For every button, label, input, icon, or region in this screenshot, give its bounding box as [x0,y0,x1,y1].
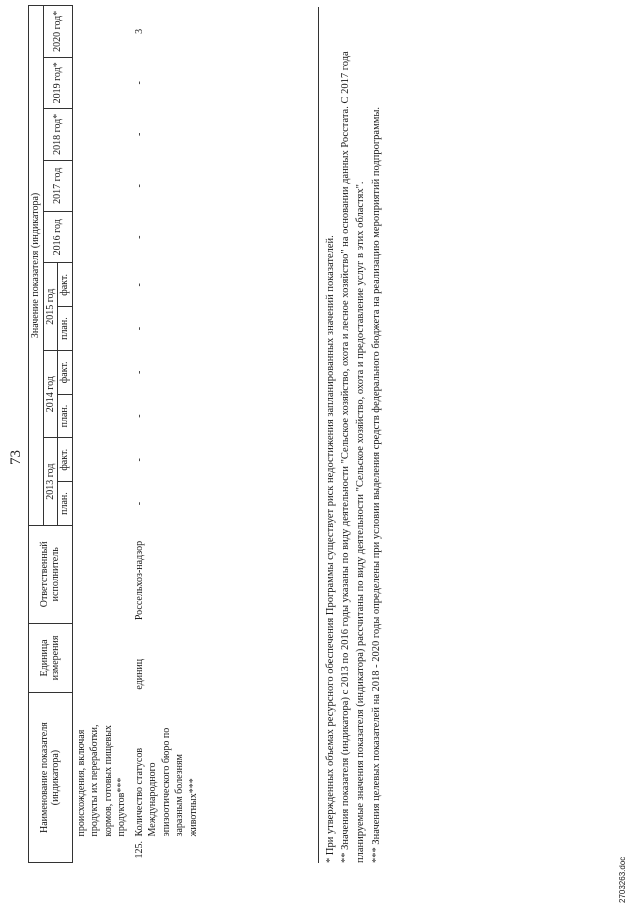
document-id: 2703263.doc [618,856,627,903]
header-plan-2014: план. [58,394,73,438]
table-row-125 [131,6,203,863]
footnote-1: * При утвержденных объемах ресурсного обеспечения Программы существует риск недостижения запланированных значений показателей. [325,235,336,863]
header-fact-2014: факт. [58,350,73,394]
row125-number: 125. [133,841,145,859]
row125-2013-plan: - [133,501,145,506]
row125-2014-plan: - [133,414,145,418]
row125-unit: единиц [133,658,145,690]
row125-2014-fact: - [133,370,145,374]
continuation-name: происхождения, включая продукты их переработки, кормов, готовых пищевых продуктов*** [75,724,127,837]
header-executor: Ответственный исполнитель [29,525,73,623]
row125-2019: - [133,81,145,85]
footnote-3: *** Значения целевых показателей на 2018 - 2020 годы определены при условии выделения средств федерального бюджета на реализацию мероприятий подпрограммы. [370,106,382,863]
indicator-table [28,5,202,863]
row125-2016: - [133,235,145,239]
page-number: 73 [8,450,24,465]
footnotes [318,7,384,863]
footnote-2: ** Значения показателя (индикатора) с 2013 по 2016 годы указаны по виду деятельности "Сельское хозяйство, охота и лесное хозяйство" на основании данных Росстата. С 2017 года планируемые значения показателя (индикатора) рассчитаны по виду деятельности "Сельское хозяйство, охота и предоставление услуг в этих областях". [340,51,367,863]
header-name: Наименование показателя (индикатора) [29,693,73,863]
header-fact-2015: факт. [58,263,73,307]
header-value-group: Значение показателя (индикатора) [29,6,44,526]
header-year-2019: 2019 год* [43,57,72,108]
header-plan-2013: план. [58,482,73,526]
row125-2018: - [133,132,145,136]
header-plan-2015: план. [58,307,73,351]
header-year-2020: 2020 год* [43,6,72,58]
header-unit: Единица измерения [29,623,73,692]
row125-2013-fact: - [133,458,145,462]
row125-2020: 3 [133,28,145,34]
header-year-2017: 2017 год [43,160,72,211]
header-fact-2013: факт. [58,438,73,482]
header-year-2018: 2018 год* [43,109,72,160]
header-year-2015: 2015 год [43,263,58,350]
header-year-2013: 2013 год [43,438,58,525]
header-year-2014: 2014 год [43,350,58,437]
row125-name-cell [131,693,203,863]
row125-executor: Россельхоз-надзор [133,540,145,621]
row125-2015-plan: - [133,326,145,331]
table-row-continuation [72,6,131,863]
row125-2015-fact: - [133,283,145,287]
row125-2017: - [133,184,145,188]
row125-name: Количество статусов Международного эпизоотического бюро по заразным болезням животных*** [133,727,199,837]
header-year-2016: 2016 год [43,212,72,263]
